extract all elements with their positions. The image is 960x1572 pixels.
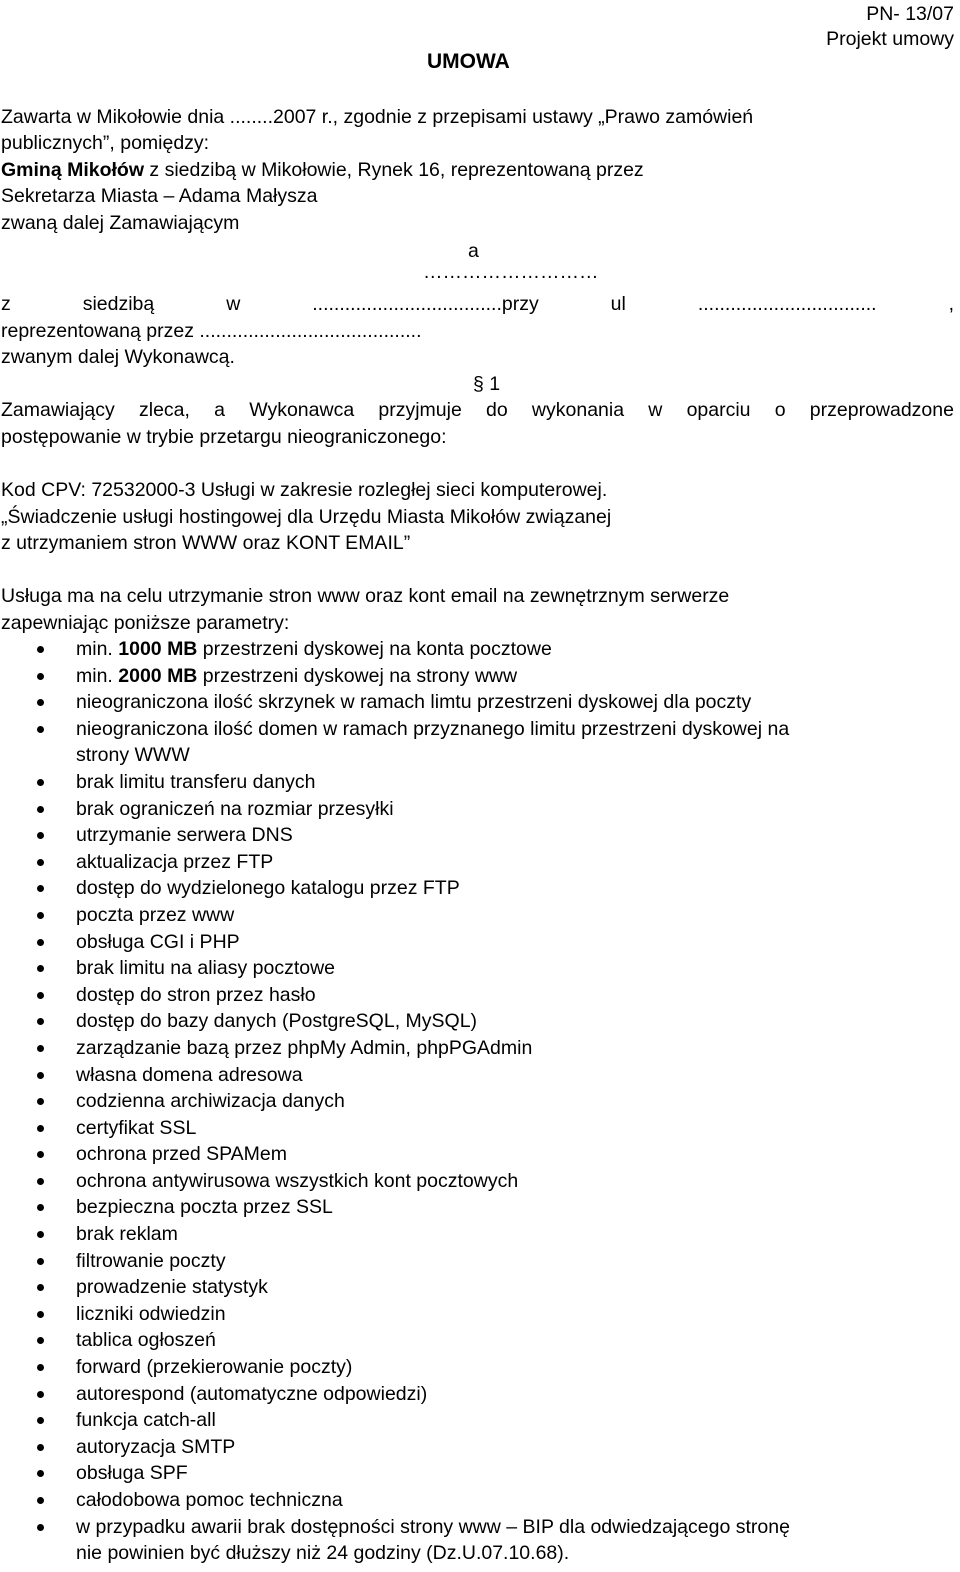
seat-word: ...................................przy — [312, 293, 539, 315]
parameter-text: brak ograniczeń na rozmiar przesyłki — [76, 797, 394, 820]
parameter-item — [0, 636, 940, 663]
bullet-icon — [37, 1284, 44, 1291]
parameter-text: zarządzanie bazą przez phpMy Admin, phpPGAdmin — [76, 1036, 533, 1059]
contractor-representative: reprezentowaną przez ......................................... — [1, 320, 422, 342]
bullet-icon — [37, 1497, 44, 1504]
parameter-item — [0, 689, 940, 716]
parameter-text: brak limitu transferu danych — [76, 770, 316, 793]
ordering-party-name: Gminą Mikołów — [1, 159, 145, 181]
parameter-prefix: min. — [76, 638, 119, 660]
parameter-text: dostęp do bazy danych (PostgreSQL, MySQL) — [76, 1010, 478, 1033]
intro-word: Wykonawca — [249, 399, 355, 421]
parameter-text: obsługa SPF — [76, 1462, 188, 1485]
bullet-icon — [37, 1417, 44, 1424]
parameter-text: filtrowanie poczty — [76, 1249, 226, 1272]
parameter-text: brak reklam — [76, 1223, 178, 1246]
parameter-item — [0, 1221, 940, 1248]
bullet-icon — [37, 885, 44, 892]
bullet-icon — [37, 646, 44, 653]
parameter-text: certyfikat SSL — [76, 1116, 197, 1139]
bullet-icon — [37, 859, 44, 866]
parameter-text: nieograniczona ilość domen w ramach przyznanego limitu przestrzeni dyskowej na — [76, 717, 790, 740]
parameter-text: utrzymanie serwera DNS — [76, 824, 293, 847]
parameter-amount: 1000 MB — [118, 638, 198, 660]
parameter-text: całodobowa pomoc techniczna — [76, 1489, 343, 1511]
parties-line-2: publicznych”, pomiędzy: — [1, 132, 210, 154]
intro-word: zleca, — [139, 399, 190, 421]
parameter-item — [0, 1115, 940, 1142]
bullet-icon — [37, 726, 44, 733]
parameter-suffix: przestrzeni dyskowej na konta pocztowe — [197, 638, 552, 660]
bullet-icon — [37, 1524, 44, 1531]
parameter-text: prowadzenie statystyk — [76, 1276, 268, 1299]
bullet-icon — [37, 1098, 44, 1105]
bullet-icon — [37, 1364, 44, 1371]
seat-word: ul — [610, 293, 626, 315]
bullet-icon — [37, 1391, 44, 1398]
parameter-text: autorespond (automatyczne odpowiedzi) — [76, 1382, 428, 1405]
parameter-item — [0, 1141, 940, 1168]
parameter-item — [0, 1354, 940, 1381]
parameter-item — [0, 796, 940, 823]
subject-line-2: z utrzymaniem stron WWW oraz KONT EMAIL” — [1, 532, 411, 554]
contractor-name-line: zwanym dalej Wykonawcą. — [1, 346, 235, 368]
parties-line-5: zwaną dalej Zamawiającym — [1, 212, 240, 234]
bullet-icon — [37, 1337, 44, 1344]
parameter-text: bezpieczna poczta przez SSL — [76, 1196, 333, 1219]
bullet-icon — [37, 1444, 44, 1451]
parties-line-1: Zawarta w Mikołowie dnia ........2007 r., zgodnie z przepisami ustawy „Prawo zamówień — [1, 106, 754, 128]
parameter-text: forward (przekierowanie poczty) — [76, 1356, 353, 1379]
parameter-text: dostęp do wydzielonego katalogu przez FTP — [76, 877, 460, 900]
bullet-icon — [37, 965, 44, 972]
bullet-icon — [37, 1470, 44, 1477]
goal-line-2: zapewniając poniższe parametry: — [1, 612, 290, 634]
intro-word: przeprowadzone — [809, 399, 954, 421]
reference-number: PN- 13/07 — [866, 3, 954, 25]
bullet-icon — [37, 1018, 44, 1025]
seat-word: , — [948, 293, 954, 315]
reference-block — [826, 2, 954, 52]
parameter-text: własna domena adresowa — [76, 1063, 303, 1086]
intro-word: przyjmuje — [378, 399, 462, 421]
parameter-item — [0, 1301, 940, 1328]
goal-line-1: Usługa ma na celu utrzymanie stron www oraz kont email na zewnętrznym serwerze — [1, 585, 730, 607]
parameter-item — [0, 822, 940, 849]
parameter-text: tablica ogłoszeń — [76, 1329, 216, 1352]
parameter-item — [0, 929, 940, 956]
parameter-item — [0, 982, 940, 1009]
document-title: UMOWA — [427, 50, 510, 73]
contractor-placeholder: ……………………… — [423, 261, 599, 283]
parameter-item — [0, 1008, 940, 1035]
bullet-icon — [37, 992, 44, 999]
bullet-icon — [37, 1311, 44, 1318]
parameter-item — [0, 849, 940, 876]
bullet-icon — [37, 832, 44, 839]
parameter-item — [0, 1487, 940, 1514]
subject-line-1: „Świadczenie usługi hostingowej dla Urzędu Miasta Mikołów związanej — [1, 506, 612, 528]
contractor-seat-line — [1, 291, 954, 317]
parameter-prefix: min. — [76, 664, 119, 687]
parameter-text: autoryzacja SMTP — [76, 1435, 236, 1458]
parameter-item — [0, 1434, 940, 1461]
parameter-item — [0, 769, 940, 796]
seat-word: z — [1, 293, 11, 315]
parameter-item — [0, 1194, 940, 1221]
parameter-text: liczniki odwiedzin — [76, 1302, 226, 1325]
intro-word: wykonania — [531, 399, 625, 421]
parameter-item — [0, 875, 940, 902]
section-intro-line-1 — [1, 397, 954, 423]
parameter-text: dostęp do stron przez hasło — [76, 983, 316, 1006]
parameter-item — [0, 1168, 940, 1195]
parameter-item — [0, 1062, 940, 1089]
parameter-text-continued: nie powinien być dłuższy niż 24 godziny (Dz.U.07.10.68). — [76, 1542, 570, 1565]
intro-word: o — [774, 399, 786, 421]
parameter-text: nieograniczona ilość skrzynek w ramach limtu przestrzeni dyskowej dla poczty — [76, 691, 752, 714]
parameter-text: aktualizacja przez FTP — [76, 850, 274, 873]
parameter-text: obsługa CGI i PHP — [76, 930, 240, 953]
bullet-icon — [37, 1204, 44, 1211]
intro-word: oparciu — [686, 399, 751, 421]
intro-word: Zamawiający — [1, 399, 115, 421]
parameter-suffix: przestrzeni dyskowej na strony www — [197, 664, 518, 687]
intro-word: w — [648, 399, 663, 421]
parameter-item — [0, 716, 940, 769]
parameter-item — [0, 1514, 940, 1567]
reference-label: Projekt umowy — [826, 28, 954, 50]
intro-word: a — [214, 399, 226, 421]
parties-line-4: Sekretarza Miasta – Adama Małysza — [1, 185, 318, 207]
bullet-icon — [37, 1231, 44, 1238]
bullet-icon — [37, 939, 44, 946]
parties-line-3 — [1, 157, 644, 183]
bullet-icon — [37, 1151, 44, 1158]
bullet-icon — [37, 1178, 44, 1185]
bullet-icon — [37, 673, 44, 680]
section-mark: § 1 — [473, 373, 501, 395]
parameter-item — [0, 1327, 940, 1354]
parameter-item — [0, 1248, 940, 1275]
bullet-icon — [37, 1072, 44, 1079]
parameter-text: funkcja catch-all — [76, 1409, 216, 1432]
parameters-list — [0, 636, 940, 1567]
bullet-icon — [37, 912, 44, 919]
parameter-text-continued: strony WWW — [76, 744, 190, 767]
parameter-text: ochrona przed SPAMem — [76, 1143, 287, 1166]
parameter-item — [0, 1460, 940, 1487]
parameter-text: brak limitu na aliasy pocztowe — [76, 957, 336, 980]
seat-word: ................................. — [697, 293, 877, 315]
parameter-item — [0, 1035, 940, 1062]
conjunction: a — [468, 240, 479, 262]
cpv-code: Kod CPV: 72532000-3 Usługi w zakresie rozległej sieci komputerowej. — [1, 479, 608, 501]
parameter-text: ochrona antywirusowa wszystkich kont pocztowych — [76, 1169, 519, 1192]
parameter-item — [0, 902, 940, 929]
parameter-amount: 2000 MB — [118, 664, 198, 687]
parameter-item — [0, 1381, 940, 1408]
intro-word: do — [486, 399, 508, 421]
parameter-item — [0, 955, 940, 982]
seat-word: w — [226, 293, 241, 315]
bullet-icon — [37, 1045, 44, 1052]
parameter-text: w przypadku awarii brak dostępności strony www – BIP dla odwiedzającego stronę — [76, 1515, 790, 1538]
bullet-icon — [37, 779, 44, 786]
section-intro-line-2: postępowanie w trybie przetargu nieograniczonego: — [1, 426, 447, 448]
bullet-icon — [37, 1125, 44, 1132]
parameter-item — [0, 1407, 940, 1434]
seat-word: siedzibą — [82, 293, 155, 315]
bullet-icon — [37, 1258, 44, 1265]
bullet-icon — [37, 699, 44, 706]
parameter-item — [0, 1274, 940, 1301]
ordering-party-details: z siedzibą w Mikołowie, Rynek 16, reprezentowaną przez — [144, 159, 644, 181]
parameter-item — [0, 663, 940, 690]
bullet-icon — [37, 806, 44, 813]
parameter-text: codzienna archiwizacja danych — [76, 1090, 345, 1113]
parameter-text: poczta przez www — [76, 903, 235, 926]
parameter-item — [0, 1088, 940, 1115]
